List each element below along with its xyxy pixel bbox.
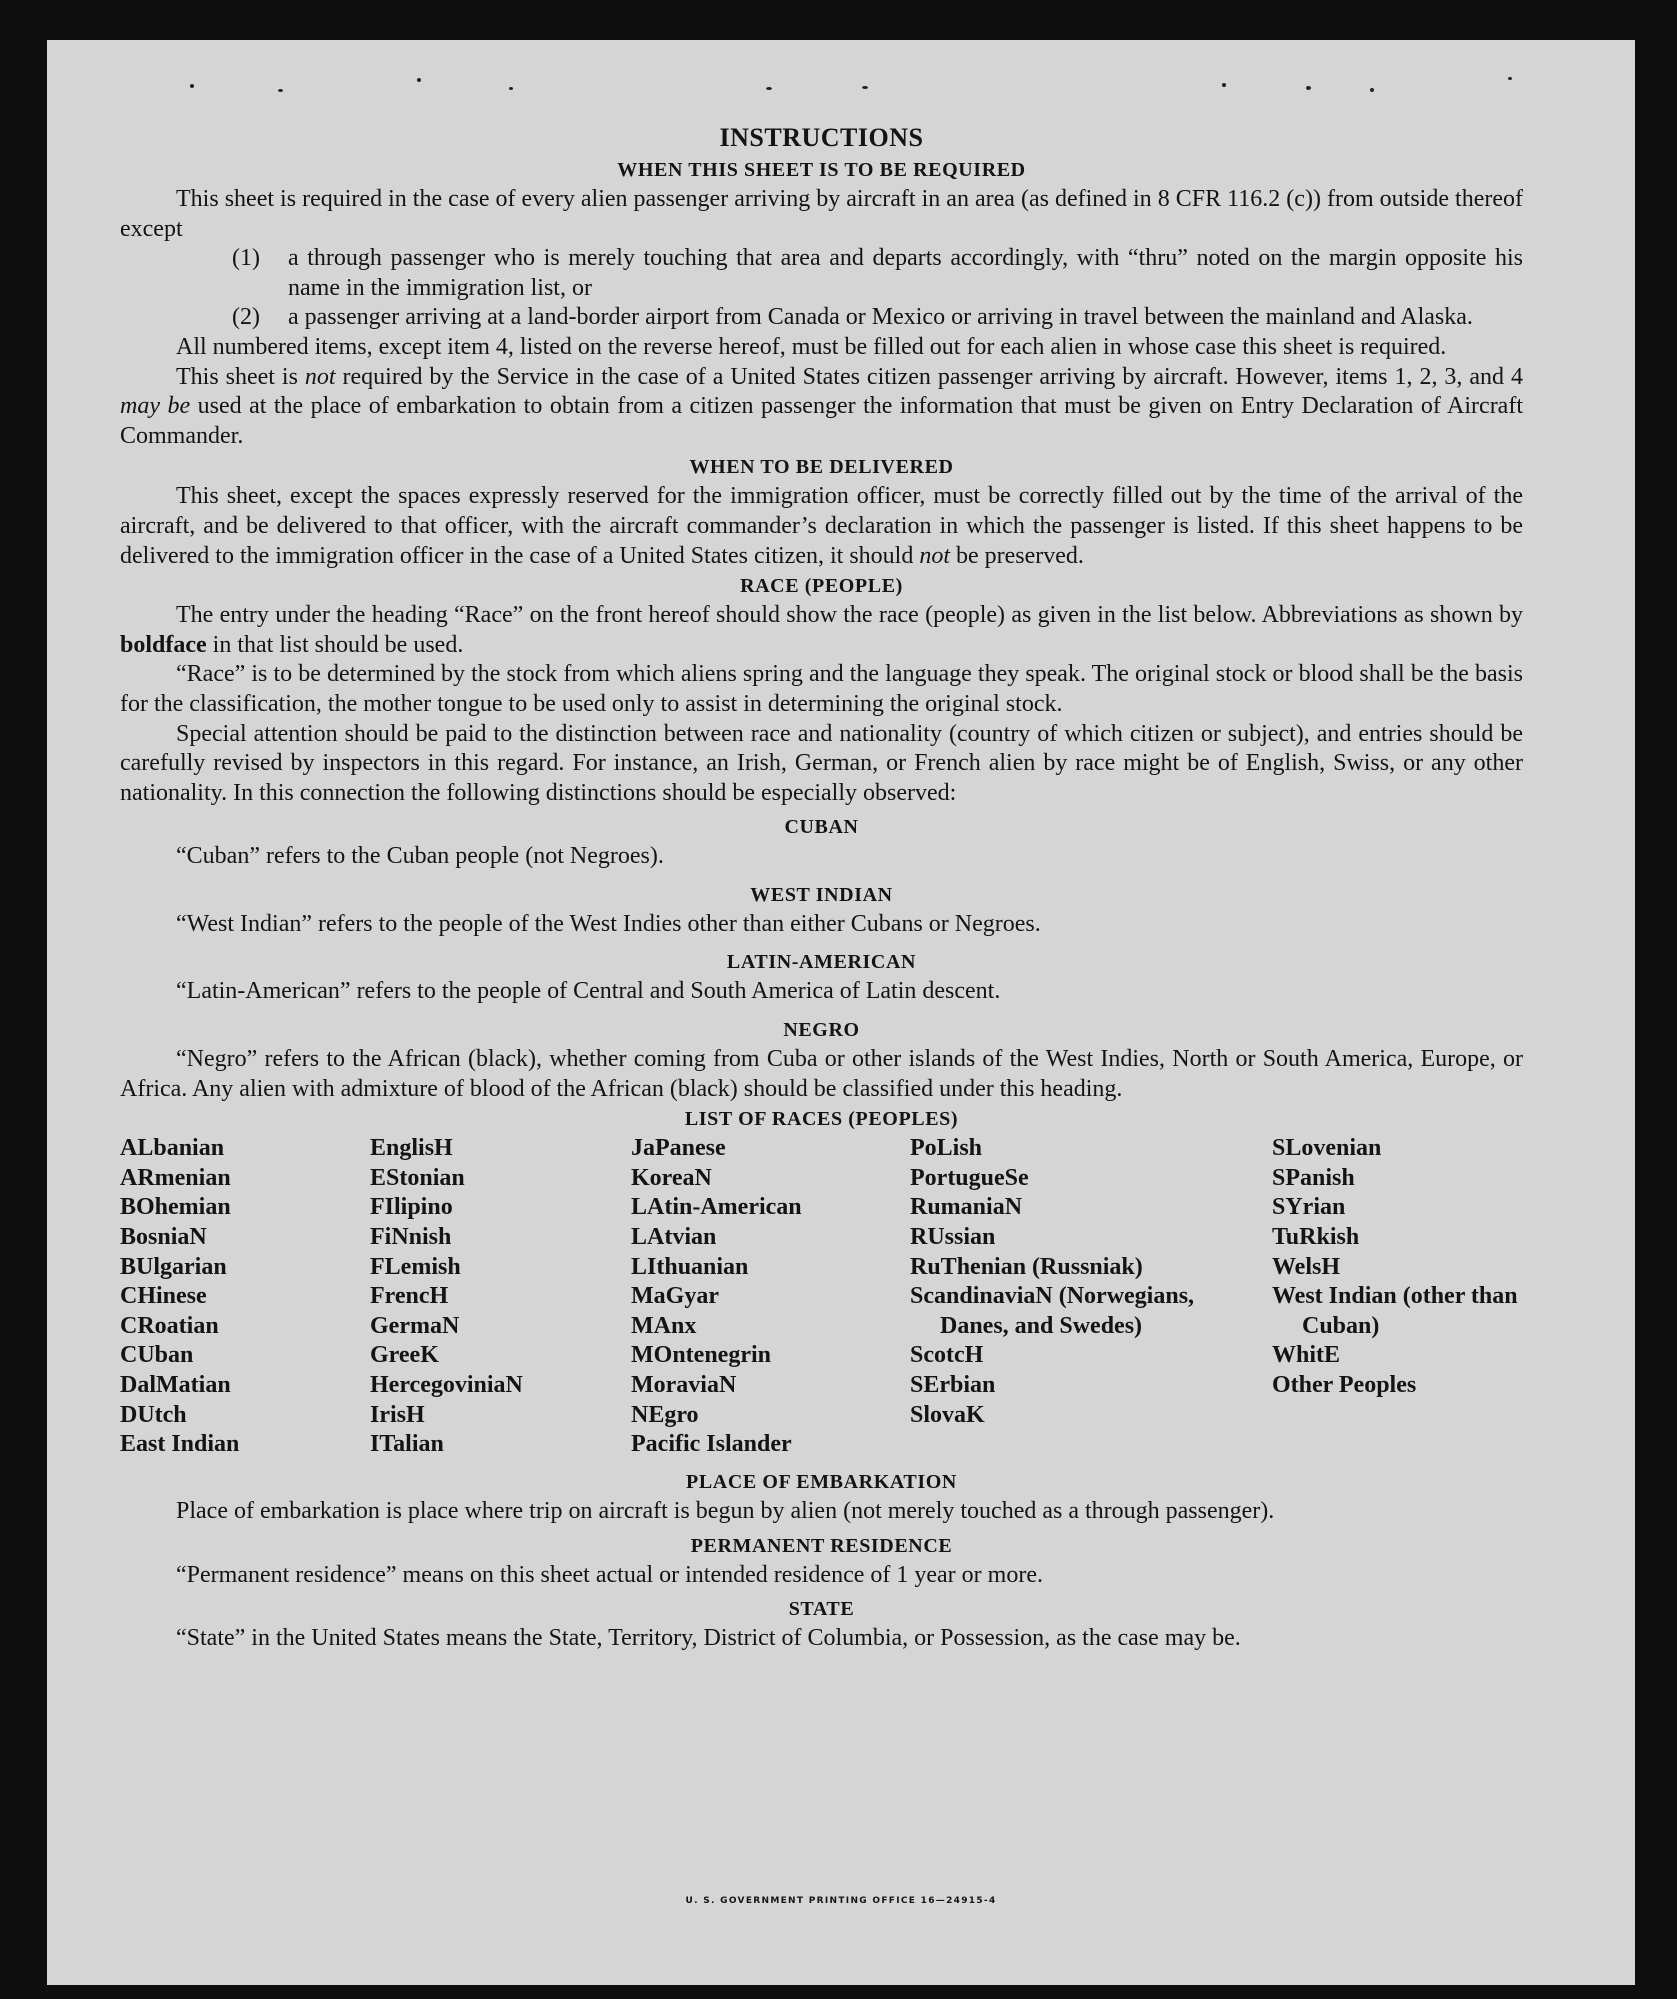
race-column — [1272, 1134, 1524, 1400]
race-entry: FiNnish — [370, 1224, 452, 1251]
paper-speck — [1370, 88, 1374, 92]
exception-item — [120, 303, 1523, 333]
section-heading-residence: PERMANENT RESIDENCE — [690, 1534, 953, 1557]
item-text: a passenger arriving at a land-border airport from Canada or Mexico or arriving in travel between the mainland and Alaska. — [288, 304, 1473, 331]
paper-speck — [278, 89, 283, 92]
instructions-body — [120, 120, 1523, 1654]
numbered-items-paragraph: All numbered items, except item 4, listed on the reverse hereof, must be filled out for each alien in whose case this sheet is required. — [176, 333, 1447, 360]
required-paragraph: This sheet is required in the case of every alien passenger arriving by aircraft in an area (as defined in 8 CFR 116.2 (c)) from outside thereof except — [120, 186, 1523, 242]
west-indian-definition: “West Indian” refers to the people of the West Indies other than either Cubans or Negroes. — [176, 910, 1041, 937]
race-entry: SErbian — [910, 1372, 996, 1398]
race-entry: WelsH — [1272, 1253, 1341, 1280]
race-list-heading: LIST OF RACES (PEOPLES) — [684, 1108, 959, 1131]
race-list — [120, 1134, 1523, 1467]
section-heading-cuban: CUBAN — [784, 816, 859, 839]
printing-office-imprint: U. S. GOVERNMENT PRINTING OFFICE 16—24915-4 — [685, 1896, 997, 1906]
race-entry: CHinese — [120, 1283, 207, 1310]
race-stock-paragraph: “Race” is to be determined by the stock from which aliens spring and the language they speak. The original stock or blood shall be the basis for the classification, the mother tongue to be used only to assist in determining the original stock. — [120, 661, 1523, 717]
item-number: (1) — [232, 245, 260, 272]
paper-speck — [190, 84, 194, 88]
race-entry: CUban — [120, 1342, 194, 1369]
race-entry: IrisH — [370, 1401, 425, 1428]
race-entry: TuRkish — [1272, 1224, 1360, 1251]
race-entry: MoraviaN — [631, 1372, 737, 1398]
race-entry: BosniaN — [120, 1224, 207, 1251]
page-title: INSTRUCTIONS — [719, 123, 924, 152]
race-entry: GermaN — [370, 1312, 460, 1339]
race-entry: BUlgarian — [120, 1253, 227, 1280]
race-paragraph: The entry under the heading “Race” on the front hereof should show the race (people) as given in the list below. Abbreviations as shown by boldface in that list should be used. — [120, 602, 1523, 658]
race-entry: DalMatian — [120, 1372, 231, 1398]
race-entry: MAnx — [631, 1312, 697, 1339]
race-entry: HercegoviniaN — [370, 1372, 523, 1398]
race-entry: MaGyar — [631, 1283, 719, 1310]
item-number: (2) — [232, 304, 260, 331]
race-column — [910, 1134, 1210, 1430]
race-entry: SYrian — [1272, 1194, 1346, 1221]
paper-speck — [862, 86, 868, 89]
race-column — [631, 1134, 901, 1460]
race-entry: SlovaK — [910, 1401, 985, 1428]
race-entry: LIthuanian — [631, 1253, 749, 1280]
race-entry: Pacific Islander — [631, 1431, 792, 1458]
race-entry: WhitE — [1272, 1342, 1341, 1369]
race-entry: DUtch — [120, 1401, 187, 1428]
section-heading-negro: NEGRO — [783, 1019, 860, 1042]
cuban-definition: “Cuban” refers to the Cuban people (not Negroes). — [176, 843, 664, 870]
race-entry: West Indian (other than Cuban) — [1272, 1283, 1518, 1339]
race-entry: ScandinaviaN (Norwegians, Danes, and Swedes) — [910, 1283, 1195, 1339]
residence-definition: “Permanent residence” means on this sheet actual or intended residence of 1 year or more. — [176, 1561, 1043, 1588]
latin-american-definition: “Latin-American” refers to the people of Central and South America of Latin descent. — [176, 978, 1001, 1005]
race-entry: KoreaN — [631, 1164, 712, 1191]
race-entry: FIlipino — [370, 1194, 453, 1221]
race-column — [120, 1134, 360, 1460]
section-heading-state: STATE — [788, 1598, 855, 1621]
delivered-paragraph: This sheet, except the spaces expressly reserved for the immigration officer, must be correctly filled out by the time of the arrival of the aircraft, and be delivered to that officer, with the aircraft commander’s declaration in which the passenger is listed. If this sheet happens to be delivered to the immigration officer in the case of a United States citizen, it should not be preserved. — [120, 483, 1523, 569]
paper-speck — [1508, 77, 1512, 80]
race-entry: SLovenian — [1272, 1135, 1382, 1162]
citizen-paragraph: This sheet is not required by the Service in the case of a United States citizen passenger arriving by aircraft. However, items 1, 2, 3, and 4 may be used at the place of embarkation to obtain from a citizen passenger the information that must be given on Entry Declaration of Aircraft Commander. — [120, 363, 1523, 449]
paper-speck — [1222, 83, 1226, 87]
race-entry: RumaniaN — [910, 1194, 1023, 1221]
instruction-sheet — [47, 40, 1635, 1985]
section-heading-west-indian: WEST INDIAN — [750, 883, 893, 906]
negro-definition: “Negro” refers to the African (black), whether coming from Cuba or other islands of the West Indies, North or South America, Europe, or Africa. Any alien with admixture of blood of the African (black) should be classified under this heading. — [120, 1046, 1523, 1102]
race-entry: PoLish — [910, 1135, 983, 1162]
section-heading-when-delivered: WHEN TO BE DELIVERED — [689, 456, 954, 479]
race-entry: FLemish — [370, 1253, 461, 1280]
race-entry: ITalian — [370, 1431, 444, 1458]
race-entry: PortugueSe — [910, 1164, 1029, 1191]
section-heading-embarkation: PLACE OF EMBARKATION — [686, 1471, 957, 1494]
exception-list — [120, 244, 1523, 333]
race-column — [370, 1134, 620, 1460]
exception-item — [120, 244, 1523, 303]
race-entry: East Indian — [120, 1431, 240, 1458]
section-heading-when-required: WHEN THIS SHEET IS TO BE REQUIRED — [617, 159, 1026, 181]
race-entry: BOhemian — [120, 1194, 231, 1221]
race-entry: EnglisH — [370, 1135, 453, 1162]
race-entry: RUssian — [910, 1224, 996, 1251]
race-nationality-paragraph: Special attention should be paid to the distinction between race and nationality (country of which citizen or subject), and entries should be carefully revised by inspectors in this regard. For instance, an Irish, German, or French alien by race might be of English, Swiss, or any other nationality. In this connection the following distinctions should be especially observed: — [120, 720, 1523, 806]
race-entry: SPanish — [1272, 1164, 1355, 1191]
race-entry: MOntenegrin — [631, 1342, 771, 1369]
section-heading-latin-american: LATIN-AMERICAN — [726, 951, 917, 974]
state-definition: “State” in the United States means the State, Territory, District of Columbia, or Possession, as the case may be. — [176, 1625, 1241, 1652]
race-entry: ARmenian — [120, 1164, 231, 1191]
race-entry: ALbanian — [120, 1135, 225, 1162]
item-text: a through passenger who is merely touching that area and departs accordingly, with “thru” noted on the margin opposite his name in the immigration list, or — [288, 245, 1523, 301]
race-entry: GreeK — [370, 1342, 439, 1369]
race-entry: ScotcH — [910, 1342, 984, 1369]
race-entry: FrencH — [370, 1283, 449, 1310]
paper-speck — [509, 87, 513, 90]
race-entry: CRoatian — [120, 1312, 219, 1339]
paper-speck — [1306, 86, 1311, 90]
embarkation-definition: Place of embarkation is place where trip on aircraft is begun by alien (not merely touched as a through passenger). — [176, 1498, 1275, 1525]
paper-speck — [766, 87, 772, 90]
race-entry: NEgro — [631, 1401, 699, 1428]
race-entry: LAtvian — [631, 1224, 717, 1251]
section-heading-race: RACE (PEOPLE) — [740, 575, 903, 598]
race-entry: LAtin-American — [631, 1194, 802, 1221]
paper-speck — [417, 78, 421, 82]
race-entry: JaPanese — [631, 1135, 726, 1162]
race-entry: Other Peoples — [1272, 1372, 1417, 1398]
race-entry: RuThenian (Russniak) — [910, 1253, 1143, 1280]
race-entry: EStonian — [370, 1164, 465, 1191]
